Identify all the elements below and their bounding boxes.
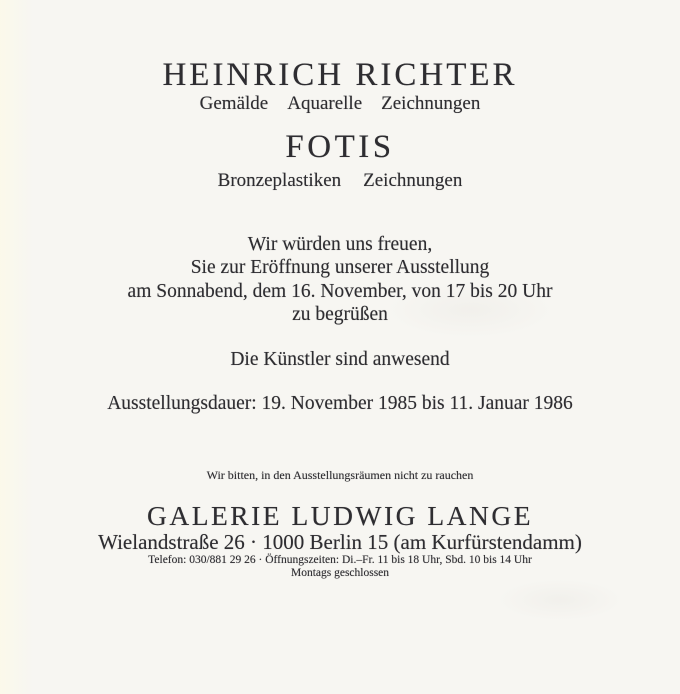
invitation-line: am Sonnabend, dem 16. November, von 17 bis 20 Uhr <box>127 280 553 302</box>
artist-name-secondary: FOTIS <box>285 129 395 165</box>
media-item: Bronzeplastiken <box>217 170 342 191</box>
invitation-line: Sie zur Eröffnung unserer Ausstellung <box>190 257 490 279</box>
media-item: Zeichnungen <box>381 93 481 114</box>
media-item: Aquarelle <box>287 93 363 114</box>
invitation-line: zu begrüßen <box>292 304 388 326</box>
no-smoking-note: Wir bitten, in den Ausstellungsräumen nicht zu rauchen <box>206 468 474 482</box>
artist-secondary-media-row <box>0 170 680 192</box>
artist-name-primary: HEINRICH RICHTER <box>162 57 518 93</box>
media-item: Zeichnungen <box>363 170 463 191</box>
invitation-line: Wir würden uns freuen, <box>247 234 433 255</box>
gallery-monday-closed: Montags geschlossen <box>290 567 390 579</box>
gallery-address: Wielandstraße 26 · 1000 Berlin 15 (am Kurfürstendamm) <box>98 530 582 554</box>
artists-present-note: Die Künstler sind anwesend <box>230 349 450 370</box>
exhibition-duration: Ausstellungsdauer: 19. November 1985 bis 11. Januar 1986 <box>107 393 573 414</box>
media-item: Gemälde <box>199 93 269 114</box>
gallery-phone-and-hours: Telefon: 030/881 29 26 · Öffnungszeiten: Di.–Fr. 11 bis 18 Uhr, Sbd. 10 bis 14 Uhr <box>148 554 532 566</box>
artist-primary-media-row <box>0 93 680 115</box>
gallery-name: GALERIE LUDWIG LANGE <box>146 500 534 531</box>
invitation-text <box>0 233 680 327</box>
